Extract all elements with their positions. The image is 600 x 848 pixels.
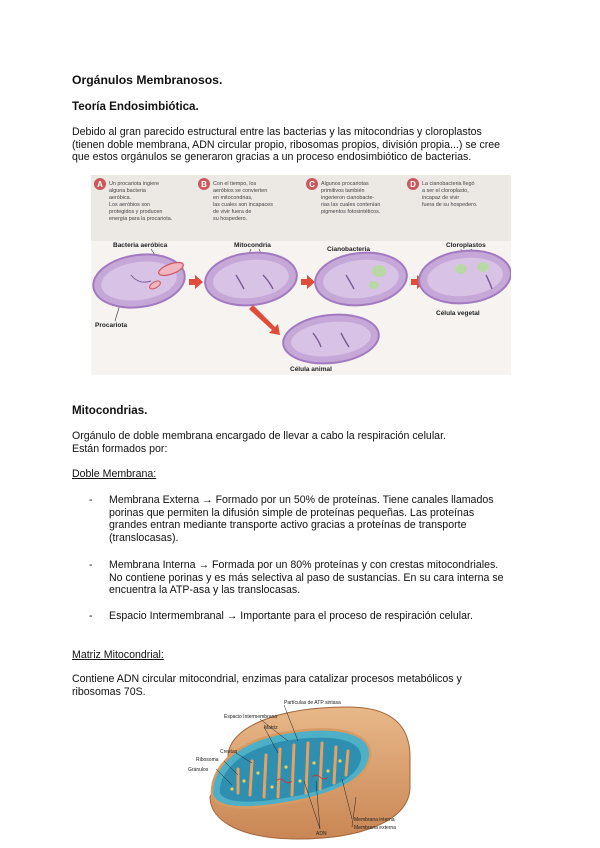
matrix-title: Matriz Mitocondrial: [72, 649, 164, 661]
list-dash: - [89, 559, 93, 571]
mitochondria-title: Mitocondrias. [72, 404, 148, 417]
endosymbiotic-title: Teoría Endosimbiótica. [72, 100, 199, 113]
list-line: porinas que permiten la difusión simple de proteínas pequeñas. Las proteínas [109, 506, 475, 519]
para-line: Orgánulo de doble membrana encargado de llevar a cabo la respiración celular. [72, 430, 446, 442]
list-line: No contiene porinas y es más selectiva al paso de sustancias. En su cara interna se [109, 571, 504, 584]
list-dash: - [89, 494, 93, 506]
label-interna: Membrana interna [354, 817, 395, 823]
label-espacio: Espacio Intermembrana [224, 714, 278, 720]
para-line: que estos orgánulos se generaron gracias a un proceso endosimbiótico de bacterias. [72, 151, 472, 164]
list-line: grandes entran mediante transporte activo gracias a proteínas de transporte [109, 519, 467, 532]
matrix-paragraph [72, 673, 462, 698]
list-line: Membrana Interna → Formada por un 80% proteínas y con crestas mitocondriales. [109, 559, 499, 571]
list-line: encuentra la ATP-asa y las translocasas. [109, 584, 301, 597]
para-line: (tienen doble membrana, ADN circular propio, ribosomas propios, división propia...) se cree [72, 138, 501, 151]
label-atp: Partículas de ATP sintasa [284, 700, 341, 706]
para-line: Contiene ADN circular mitocondrial, enzimas para catalizar procesos metabólicos y [72, 673, 462, 685]
main-heading: Orgánulos Membranosos. [72, 73, 223, 87]
list-line: (translocasas). [109, 531, 179, 544]
label-animal: Célula animal [290, 366, 332, 373]
label-bacteria: Bacteria aeróbica [113, 242, 168, 249]
endosymbiotic-paragraph [72, 126, 500, 164]
mitochondrion-figure [188, 697, 420, 845]
double-membrane-title: Doble Membrana: [72, 468, 157, 480]
para-line: ribosomas 70S. [72, 685, 146, 698]
label-adn: ADN [316, 831, 327, 837]
label-cianobacteria: Cianobacteria [327, 246, 370, 253]
svg-text:D: D [410, 180, 416, 189]
svg-text:Con el tiempo, los aer: Con el tiempo, los aeróbios se convierten en mitocondrias, las cuales son incapaces de vivir fuera de su hospedero. [213, 181, 273, 222]
mitochondria-intro [72, 430, 446, 455]
label-procariota: Procariota [95, 322, 128, 329]
svg-text:C: C [309, 180, 315, 189]
svg-text:Un procariota ingiere: Un procariota ingiere alguna bacteria aeróbica. Los aeróbios son protegidos y producen energía para la procariota. [109, 181, 173, 222]
para-line: Están formados por: [72, 442, 168, 455]
list-dash: - [89, 610, 93, 622]
label-matriz: Matriz [264, 725, 278, 731]
list-line: Espacio Intermembranal → Importante para el proceso de respiración celular. [109, 610, 473, 622]
label-granulos: Gránulos [188, 767, 209, 773]
svg-text:Algunos procariotas pr: Algunos procariotas primitivos también ingerieron cianobacte- rias las cuales contenían pigmentos fotosintéticos. [321, 181, 381, 215]
svg-text:La cianobacteria llegó: La cianobacteria llegó a ser el cloroplasto, incapaz de vivir fuera de su hospedero. [422, 181, 478, 208]
label-vegetal: Célula vegetal [436, 310, 480, 317]
label-ribosomas: Ribosoma [196, 757, 219, 763]
svg-text:B: B [201, 180, 207, 189]
endosymbiosis-figure [91, 175, 511, 375]
para-line: Debido al gran parecido estructural entre las bacterias y las mitocondrias y cloroplastos [72, 126, 482, 138]
list-line: Membrana Externa → Formado por un 50% de proteínas. Tiene canales llamados [109, 494, 494, 506]
label-externa: Membrana externa [354, 825, 396, 831]
label-crestas: Crestas [220, 749, 238, 755]
label-mitocondria: Mitocondria [234, 242, 271, 249]
label-cloroplastos: Cloroplastos [446, 242, 486, 249]
svg-text:A: A [97, 180, 103, 189]
